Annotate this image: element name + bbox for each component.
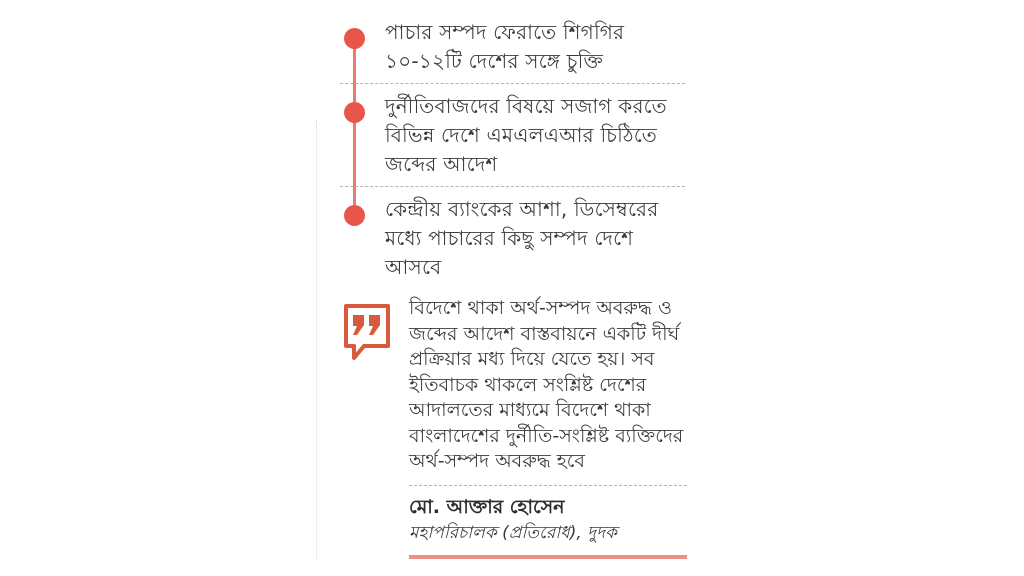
author-block (409, 494, 687, 546)
quote-bubble-icon (342, 302, 392, 364)
author-name: মো. আক্তার হোসেন (409, 495, 565, 518)
divider (409, 485, 687, 486)
timeline-item (340, 18, 685, 84)
quote-box (342, 296, 687, 546)
timeline-dot (344, 102, 365, 123)
timeline-dot (344, 205, 365, 226)
timeline-item-text: কেন্দ্রীয় ব্যাংকের আশা, ডিসেম্বরের মধ্যে পাচারের কিছু সম্পদ দেশে আসবে (385, 197, 659, 279)
timeline-item (340, 92, 685, 187)
timeline-item (340, 195, 685, 289)
quote-text: বিদেশে থাকা অর্থ-সম্পদ অবরুদ্ধ ও জব্দের আদেশ বাস্তবায়নে একটি দীর্ঘ প্রক্রিয়ার মধ্য দিয়ে যেতে হয়। সব ইতিবাচক থাকলে সংশ্লিষ্ট দেশের আদালতের মাধ্যমে বিদেশে থাকা বাংলাদেশের দুর্নীতি-সংশ্লিষ্ট ব্যক্তিদের অর্থ-সম্পদ অবরুদ্ধ হবে (409, 297, 684, 472)
timeline-item-text: দুর্নীতিবাজদের বিষয়ে সজাগ করতে বিভিন্ন দেশে এমএলএআর চিঠিতে জব্দের আদেশ (385, 94, 667, 176)
author-role: মহাপরিচালক (প্রতিরোধ), দুদক (409, 522, 617, 543)
left-dotted-guide (316, 120, 319, 560)
bottom-accent-bar (409, 555, 687, 559)
timeline (340, 18, 685, 297)
timeline-item-text: পাচার সম্পদ ফেরাতে শিগগির ১০-১২টি দেশের সঙ্গে চুক্তি (385, 20, 625, 73)
timeline-dot (344, 28, 365, 49)
